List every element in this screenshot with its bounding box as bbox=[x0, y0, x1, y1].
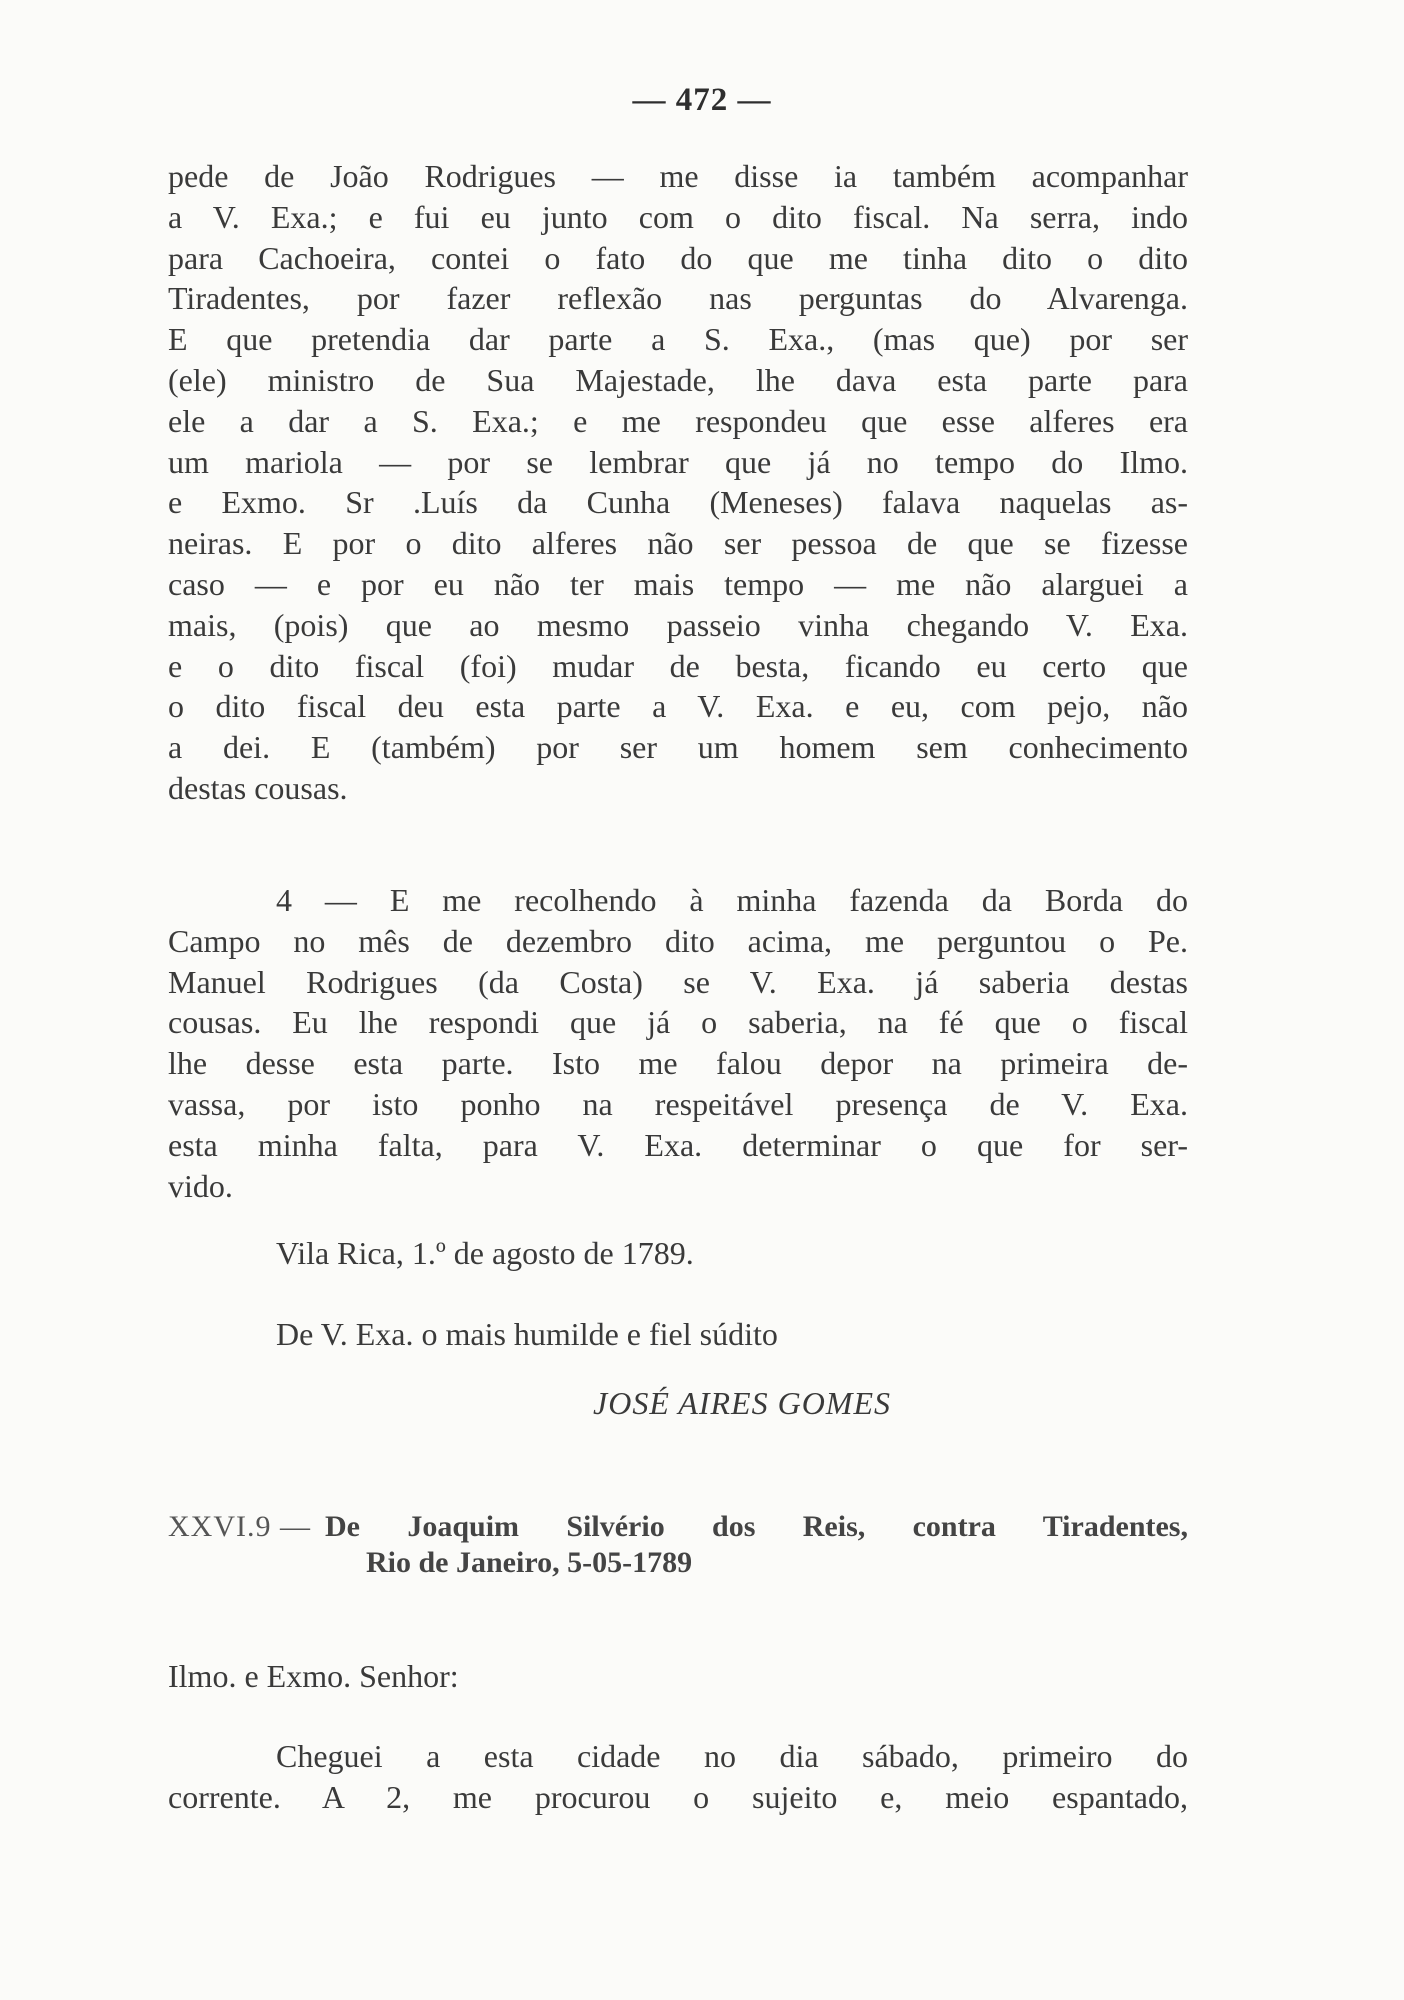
text-line: (ele) ministro de Sua Majestade, lhe dava esta parte para bbox=[168, 361, 1188, 398]
text-line: cousas. Eu lhe respondi que já o saberia, na fé que o fiscal bbox=[168, 1004, 1188, 1041]
text-line: neiras. E por o dito alferes não ser pessoa de que se fizesse bbox=[168, 525, 1188, 562]
document-title-line-2: Rio de Janeiro, 5-05-1789 bbox=[366, 1546, 693, 1579]
signature-name: JOSÉ AIRES GOMES bbox=[593, 1385, 891, 1421]
text-line: esta minha falta, para V. Exa. determinar o que for ser- bbox=[168, 1126, 1188, 1163]
text-line: Cheguei a esta cidade no dia sábado, primeiro do bbox=[276, 1738, 1188, 1774]
text-line: pede de João Rodrigues — me disse ia também acompanhar bbox=[168, 158, 1188, 194]
text-line: ele a dar a S. Exa.; e me respondeu que esse alferes era bbox=[168, 402, 1188, 439]
text-line: mais, (pois) que ao mesmo passeio vinha chegando V. Exa. bbox=[168, 606, 1188, 643]
text-line: e o dito fiscal (foi) mudar de besta, ficando eu certo que bbox=[168, 647, 1188, 684]
text-line: E que pretendia dar parte a S. Exa., (mas que) por ser bbox=[168, 321, 1188, 358]
document-number: XXVI.9 — bbox=[168, 1510, 311, 1543]
salutation: Ilmo. e Exmo. Senhor: bbox=[168, 1658, 459, 1694]
text-line: vassa, por isto ponho na respeitável presença de V. Exa. bbox=[168, 1085, 1188, 1122]
page-number: — 472 — bbox=[632, 82, 772, 118]
text-line: um mariola — por se lembrar que já no tempo do Ilmo. bbox=[168, 443, 1188, 480]
text-line: 4 — E me recolhendo à minha fazenda da Borda do bbox=[276, 882, 1188, 918]
text-line: e Exmo. Sr .Luís da Cunha (Meneses) falava naquelas as- bbox=[168, 484, 1188, 521]
text-line: caso — e por eu não ter mais tempo — me não alarguei a bbox=[168, 565, 1188, 602]
text-line: Tiradentes, por fazer reflexão nas perguntas do Alvarenga. bbox=[168, 280, 1188, 317]
text-line: o dito fiscal deu esta parte a V. Exa. e eu, com pejo, não bbox=[168, 688, 1188, 725]
text-line: Campo no mês de dezembro dito acima, me perguntou o Pe. bbox=[168, 922, 1188, 959]
paragraph-item-4 bbox=[168, 880, 1188, 1206]
paragraph-letter-start bbox=[168, 1736, 1188, 1818]
text-line: vido. bbox=[168, 1167, 233, 1204]
text-line: a dei. E (também) por ser um homem sem conhecimento bbox=[168, 729, 1188, 766]
letter-date: Vila Rica, 1.º de agosto de 1789. bbox=[276, 1235, 694, 1271]
document-heading bbox=[168, 1510, 1188, 1580]
paragraph-testimony bbox=[168, 156, 1188, 809]
text-line: corrente. A 2, me procurou o sujeito e, meio espantado, bbox=[168, 1778, 1188, 1815]
text-line: lhe desse esta parte. Isto me falou depor na primeira de- bbox=[168, 1045, 1188, 1082]
letter-valediction: De V. Exa. o mais humilde e fiel súdito bbox=[276, 1316, 778, 1352]
text-line: Manuel Rodrigues (da Costa) se V. Exa. já saberia destas bbox=[168, 963, 1188, 1000]
text-line: destas cousas. bbox=[168, 769, 348, 806]
document-title-line-1: De Joaquim Silvério dos Reis, contra Tiradentes, bbox=[325, 1510, 1188, 1543]
text-line: a V. Exa.; e fui eu junto com o dito fiscal. Na serra, indo bbox=[168, 198, 1188, 235]
text-line: para Cachoeira, contei o fato do que me tinha dito o dito bbox=[168, 239, 1188, 276]
